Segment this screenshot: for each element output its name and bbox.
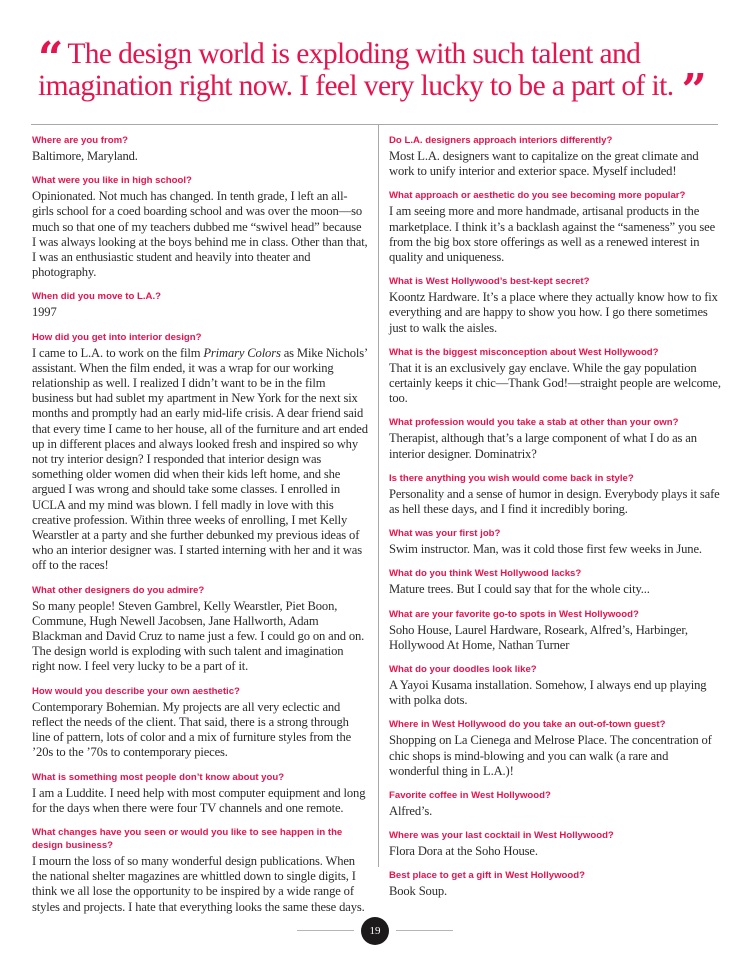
question: How would you describe your own aesthetic? (32, 685, 240, 697)
question: What was your first job? (389, 528, 501, 540)
question: What profession would you take a stab at other than your own? (389, 417, 679, 429)
question: What do you think West Hollywood lacks? (389, 568, 582, 580)
question: Do L.A. designers approach interiors differently? (389, 135, 613, 146)
qa-item (389, 472, 721, 517)
question: Where in West Hollywood do you take an out-of-town guest? (389, 719, 666, 731)
answer: Shopping on La Cienega and Melrose Place. The concentration of chic shops is mind-blowing and you can walk (a rare and wonderful thing in L.A.)! (389, 733, 712, 778)
film-title: Primary Colors (203, 345, 281, 360)
question: Favorite coffee in West Hollywood? (389, 790, 551, 802)
qa-item (32, 685, 368, 761)
answer: That it is an exclusively gay enclave. While the gay population certainly keeps it chic—Thank God!—straight people are welcome, too. (389, 360, 721, 406)
question: What are your favorite go-to spots in West Hollywood? (389, 608, 639, 620)
answer: Opinionated. Not much has changed. In tenth grade, I left an all-girls school for a coed boarding school and was over the moon—so much so that one of my teachers dubbed me “swivel head” because I was always looking at the boys behind me in class. Other than that, I was an enthusiastic student and heavily into theater and photography. (32, 189, 368, 280)
answer: So many people! Steven Gambrel, Kelly Wearstler, Piet Boon, Commune, Hugh Newell Jacobsen, Jane Hallworth, Adam Blackman and David Cruz to name just a few. I could go on and on. The design world is exploding with such talent and imagination right now. I feel very lucky to be a part of it. (32, 598, 365, 674)
page-number: 19 (361, 917, 389, 945)
qa-item (32, 134, 368, 164)
right-column (389, 134, 721, 910)
qa-item (389, 718, 721, 779)
qa-item (389, 789, 721, 819)
question: What is something most people don’t know about you? (32, 771, 285, 783)
qa-item (389, 346, 721, 407)
qa-item (32, 331, 368, 574)
pull-quote (38, 33, 728, 116)
answer: Alfred’s. (389, 804, 433, 819)
footer-rule-right (396, 930, 453, 931)
question: What approach or aesthetic do you see becoming more popular? (389, 190, 686, 202)
question: Is there anything you wish would come back in style? (389, 472, 634, 484)
answer: Book Soup. (389, 884, 447, 899)
footer-rule-left (297, 930, 354, 931)
answer: Therapist, although that’s a large component of what I do as an interior designer. Dominatrix? (389, 431, 697, 461)
question: What is West Hollywood’s best-kept secret? (389, 276, 590, 288)
column-divider (378, 125, 379, 867)
qa-item (389, 663, 721, 708)
answer: Mature trees. But I could say that for the whole city... (389, 582, 650, 597)
answer: A Yayoi Kusama installation. Somehow, I always end up playing with polka dots. (389, 678, 707, 708)
answer: Most L.A. designers want to capitalize on the great climate and work to unify interior and exterior space. Myself included! (389, 149, 699, 179)
answer: Flora Dora at the Soho House. (389, 844, 538, 859)
answer: Baltimore, Maryland. (32, 149, 138, 163)
question: Best place to get a gift in West Hollywood? (389, 870, 585, 882)
answer: 1997 (32, 305, 57, 320)
answer-text: as Mike Nichols’ assistant. When the film ended, it was a wrap for our working relationship as well. I realized I didn’t want to be in the film business but had sublet my apartment in New York for the next six months and promptly had an early mid-life crisis. A dear friend said that every time I came to her house, all of the furniture and art ended up in different places and always looked fresh and inspired so why not try interior design? I responded that interior design was something older women did when their kids left home, and she argued I was wrong and should take some classes. I enrolled in UCLA and my mind was blown. I fell madly in love with this creative profession. Within three weeks of enrolling, I met Kelly Wearstler at a party and she further debunked my previous ideas of who an interior designer was. I started interning with her and it was off to the races! (32, 345, 368, 573)
answer: Personality and a sense of humor in design. Everybody plays it safe as hell these days, and I find it incredibly boring. (389, 486, 720, 517)
qa-item (389, 134, 721, 179)
answer: I am a Luddite. I need help with most computer equipment and long for the days when there were four TV channels and one remote. (32, 785, 366, 815)
qa-item (389, 275, 721, 336)
open-quote-icon: “ (38, 33, 58, 84)
qa-item (389, 869, 721, 899)
question: Where are you from? (32, 135, 128, 146)
qa-item (389, 567, 721, 597)
question: What is the biggest misconception about West Hollywood? (389, 346, 659, 358)
answer: Swim instructor. Man, was it cold those first few weeks in June. (389, 542, 702, 557)
answer: Soho House, Laurel Hardware, Roseark, Alfred’s, Harbinger, Hollywood At Home, Nathan Turner (389, 622, 688, 652)
answer: I am seeing more and more handmade, artisanal products in the marketplace. I think it’s a backlash against the “sameness” you see from the big box store offerings as well as a renewed interest in quality and uniqueness. (389, 204, 716, 265)
pull-quote-text: The design world is exploding with such talent and imagination right now. I feel very lucky to be a part of it. (38, 38, 674, 102)
answer: Contemporary Bohemian. My projects are all very eclectic and reflect the needs of the client. That said, there is a strong through line of pattern, lots of color and a mix of furniture styles from the ’20s to the ’70s to contemporary pieces. (32, 699, 352, 760)
qa-item (32, 584, 368, 675)
qa-item (389, 829, 721, 859)
question: How did you get into interior design? (32, 331, 202, 343)
qa-item (32, 826, 368, 915)
left-column (32, 134, 368, 925)
qa-item (32, 290, 368, 320)
question: Where was your last cocktail in West Hollywood? (389, 830, 614, 842)
qa-item (389, 189, 721, 265)
question: What other designers do you admire? (32, 584, 205, 596)
close-quote-icon: ” (681, 65, 701, 116)
answer: I mourn the loss of so many wonderful design publications. When the national shelter magazines are whittled down to single digits, I think we all lose the opportunity to be inspired by a wide range of styles and projects. I hate that everything looks the same these days. (32, 853, 365, 914)
answer (32, 346, 368, 574)
qa-item (389, 416, 721, 461)
answer-text: I came to L.A. to work on the film (32, 345, 204, 360)
question: When did you move to L.A.? (32, 291, 161, 303)
qa-item (32, 771, 368, 816)
qa-item (389, 527, 721, 557)
qa-item (32, 174, 368, 280)
qa-item (389, 608, 721, 653)
page-footer (0, 912, 750, 952)
question: What do your doodles look like? (389, 664, 537, 676)
top-divider (31, 124, 718, 125)
answer: Koontz Hardware. It’s a place where they actually know how to fix everything and are happy to show you how. I go there sometimes just to walk the aisles. (389, 290, 718, 335)
question: What changes have you seen or would you like to see happen in the design business? (32, 826, 343, 851)
question: What were you like in high school? (32, 175, 192, 187)
